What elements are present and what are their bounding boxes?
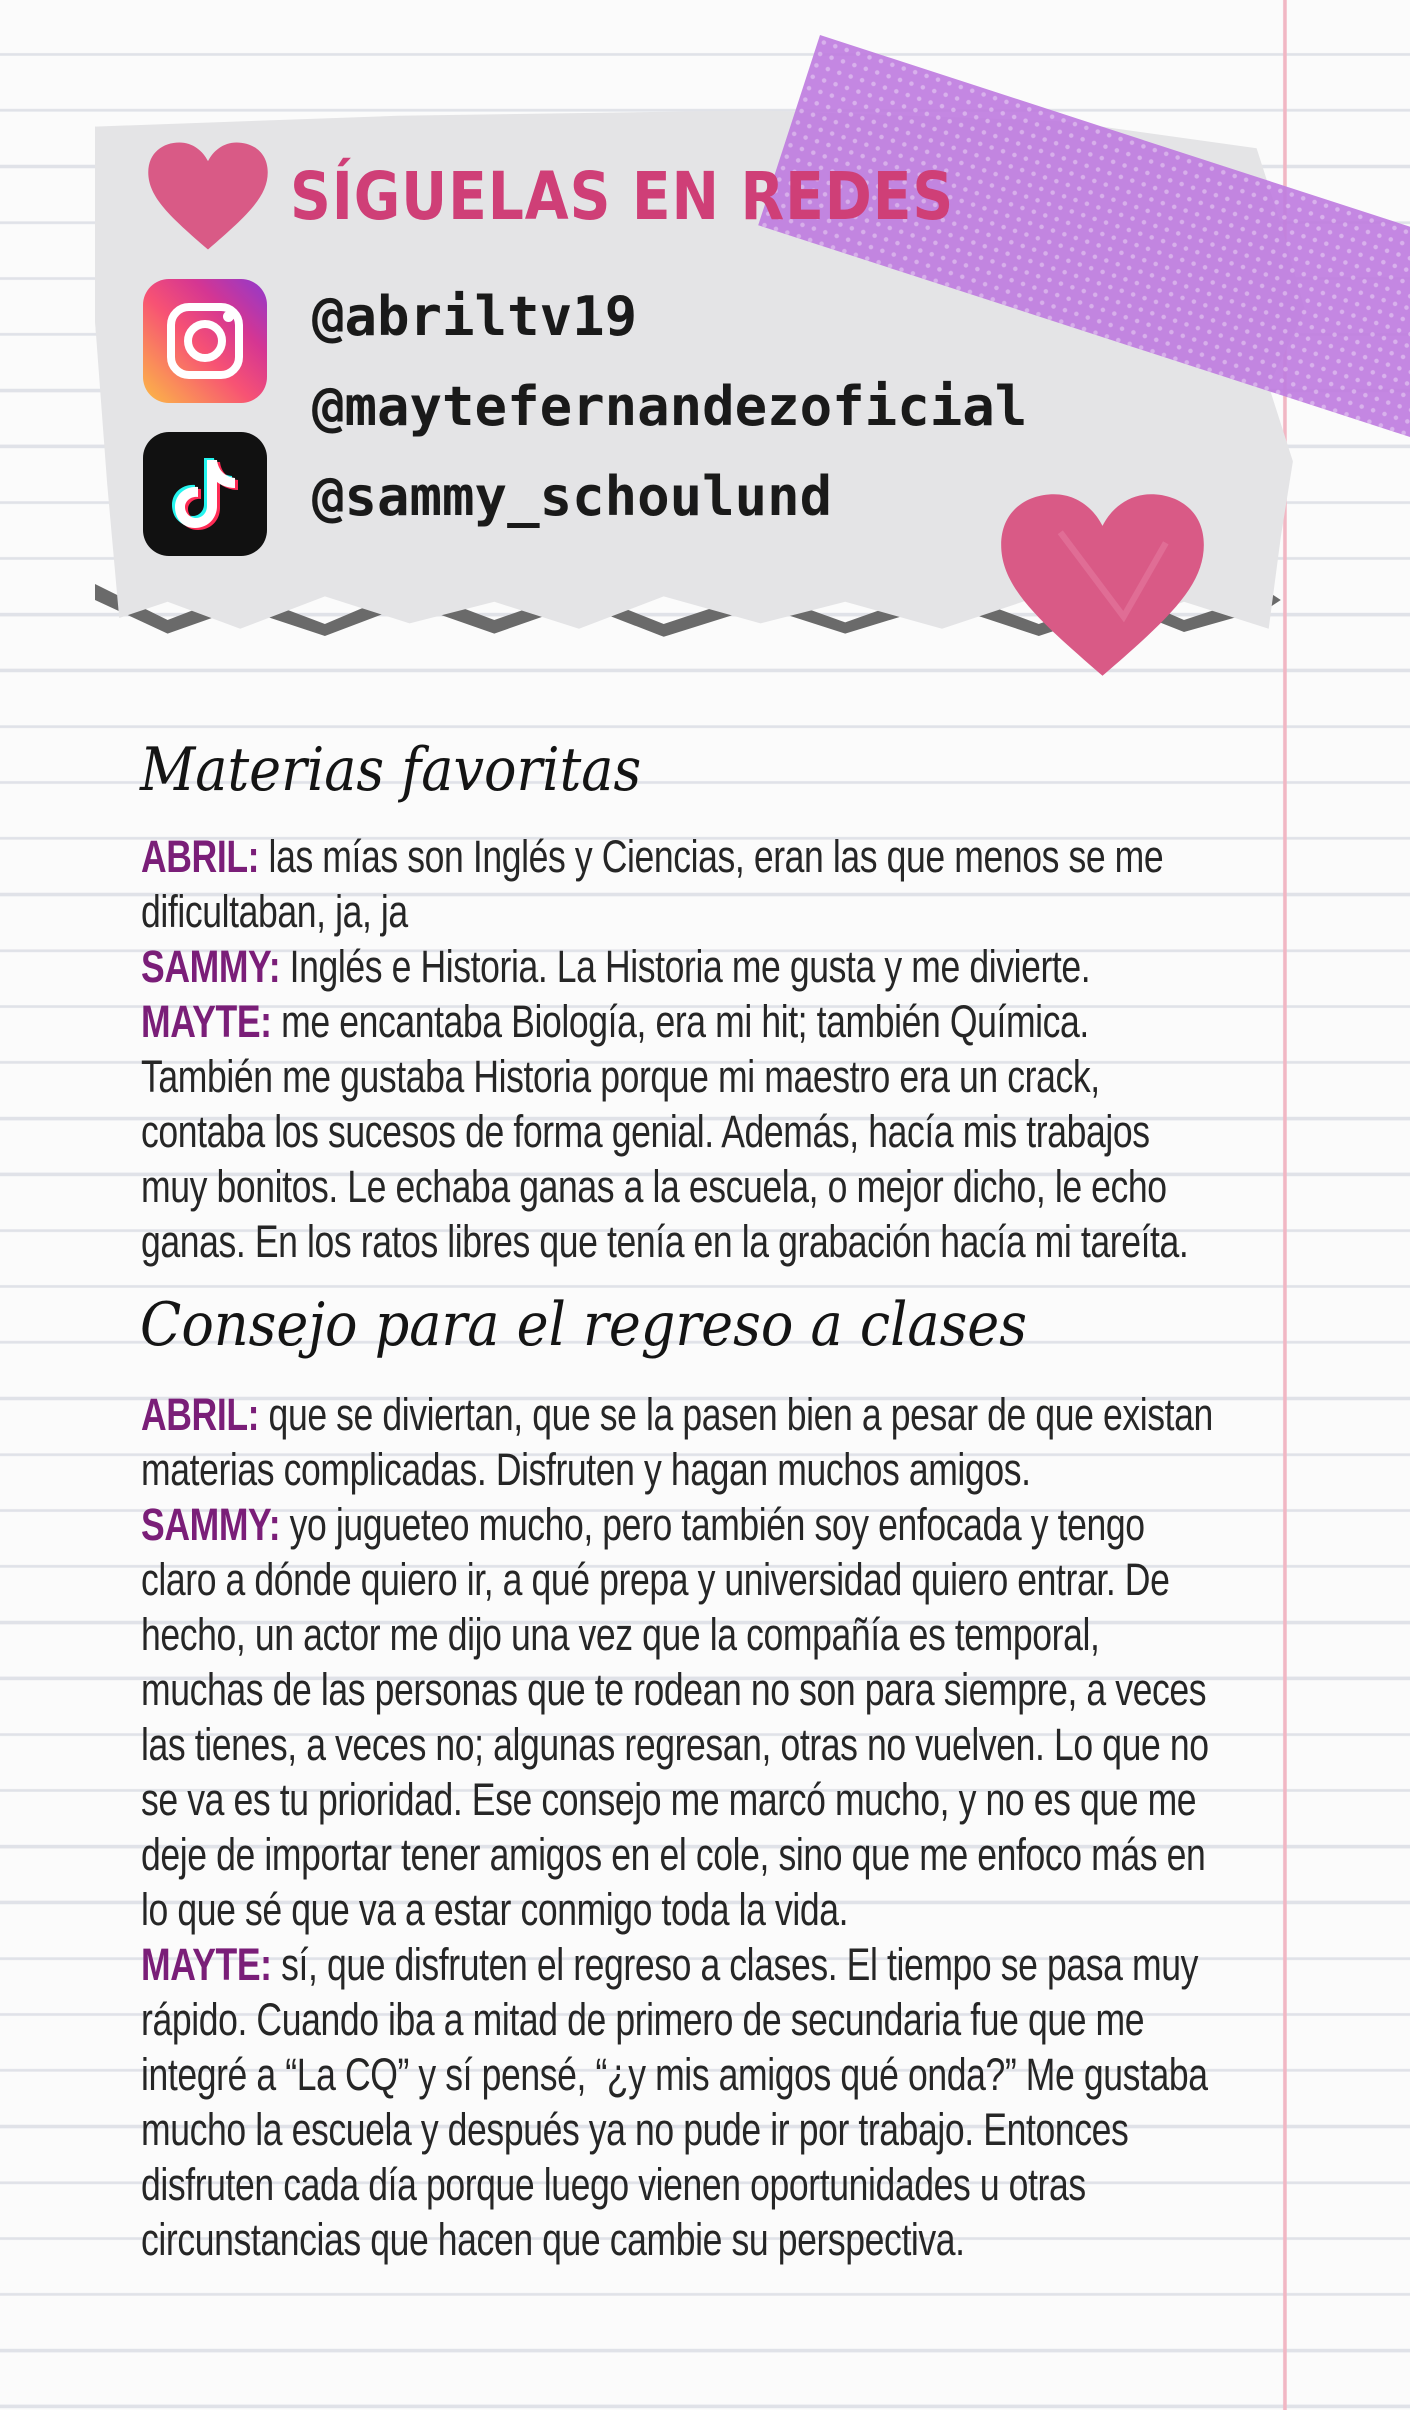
text-line [141, 1387, 1213, 1442]
text-line [141, 2157, 1086, 2212]
text-line [141, 2047, 1208, 2102]
text-line [141, 884, 1050, 939]
section-title-materias: Materias favoritas [140, 735, 642, 805]
line-text: se va es tu prioridad. Ese consejo me marcó mucho, y no es que me [141, 1774, 1197, 1825]
tiktok-icon[interactable] [143, 432, 267, 556]
text-line [141, 2102, 1129, 2157]
text-line [141, 994, 1089, 1049]
line-text: dificultaban, ja, ja [141, 886, 408, 937]
line-text: mucho la escuela y después ya no pude ir por trabajo. Entonces [141, 2104, 1129, 2155]
text-line [141, 1992, 1145, 2047]
speaker-label: ABRIL: [141, 1389, 260, 1440]
section-body-consejo [141, 1387, 1291, 2267]
line-text: rápido. Cuando iba a mitad de primero de secundaria fue que me [141, 1994, 1145, 2045]
text-line [141, 939, 1091, 994]
heart-icon [995, 490, 1210, 680]
text-line [141, 1717, 1209, 1772]
line-text: claro a dónde quiero ir, a qué prepa y universidad quiero entrar. De [141, 1554, 1170, 1605]
line-text: ganas. En los ratos libres que tenía en la grabación hacía mi tareíta. [141, 1216, 1189, 1267]
line-text: contaba los sucesos de forma genial. Además, hacía mis trabajos [141, 1106, 1150, 1157]
line-text: deje de importar tener amigos en el cole, sino que me enfoco más en [141, 1829, 1206, 1880]
text-line [141, 1442, 1050, 1497]
section-body-materias [141, 829, 1291, 1269]
line-text: las mías son Inglés y Ciencias, eran las que menos se me [259, 831, 1164, 882]
line-text: También me gustaba Historia porque mi maestro era un crack, [141, 1051, 1100, 1102]
text-line [141, 1662, 1207, 1717]
text-line [141, 1159, 1167, 1214]
line-text: muy bonitos. Le echaba ganas a la escuela, o mejor dicho, le echo [141, 1161, 1167, 1212]
instagram-icon[interactable] [143, 279, 267, 403]
line-text: me encantaba Biología, era mi hit; también Química. [271, 996, 1089, 1047]
text-line [141, 829, 1164, 884]
line-text: Inglés e Historia. La Historia me gusta y me divierte. [280, 941, 1091, 992]
speaker-label: MAYTE: [141, 996, 272, 1047]
line-text: sí, que disfruten el regreso a clases. El tiempo se pasa muy [271, 1939, 1198, 1990]
text-line [141, 2212, 1050, 2267]
line-text: que se diviertan, que se la pasen bien a pesar de que existan [259, 1389, 1213, 1440]
handle-abriltv19[interactable]: @abriltv19 [312, 285, 638, 348]
speaker-label: SAMMY: [141, 1499, 281, 1550]
text-line [141, 1607, 1100, 1662]
text-line [141, 1497, 1145, 1552]
text-line [141, 1104, 1150, 1159]
text-line [141, 1552, 1170, 1607]
line-text: disfruten cada día porque luego vienen oportunidades u otras [141, 2159, 1086, 2210]
handle-maytefernandezoficial[interactable]: @maytefernandezoficial [312, 375, 1028, 438]
heart-icon [143, 140, 273, 252]
text-line [141, 1214, 1189, 1269]
line-text: materias complicadas. Disfruten y hagan muchos amigos. [141, 1444, 1031, 1495]
line-text: lo que sé que va a estar conmigo toda la vida. [141, 1884, 849, 1935]
line-text: integré a “La CQ” y sí pensé, “¿y mis amigos qué onda?” Me gustaba [141, 2049, 1208, 2100]
text-line [141, 1049, 1100, 1104]
text-line [141, 1882, 1050, 1937]
text-line [141, 1772, 1197, 1827]
line-text: muchas de las personas que te rodean no son para siempre, a veces [141, 1664, 1207, 1715]
social-title: SÍGUELAS EN REDES [290, 158, 955, 235]
line-text: las tienes, a veces no; algunas regresan, otras no vuelven. Lo que no [141, 1719, 1209, 1770]
line-text: circunstancias que hacen que cambie su perspectiva. [141, 2214, 965, 2265]
line-text: yo jugueteo mucho, pero también soy enfocada y tengo [280, 1499, 1145, 1550]
text-line [141, 1827, 1206, 1882]
speaker-label: ABRIL: [141, 831, 260, 882]
line-text: hecho, un actor me dijo una vez que la compañía es temporal, [141, 1609, 1100, 1660]
text-line [141, 1937, 1198, 1992]
speaker-label: SAMMY: [141, 941, 281, 992]
section-title-consejo: Consejo para el regreso a clases [140, 1290, 1027, 1360]
handle-sammy-schoulund[interactable]: @sammy_schoulund [312, 465, 833, 528]
speaker-label: MAYTE: [141, 1939, 272, 1990]
